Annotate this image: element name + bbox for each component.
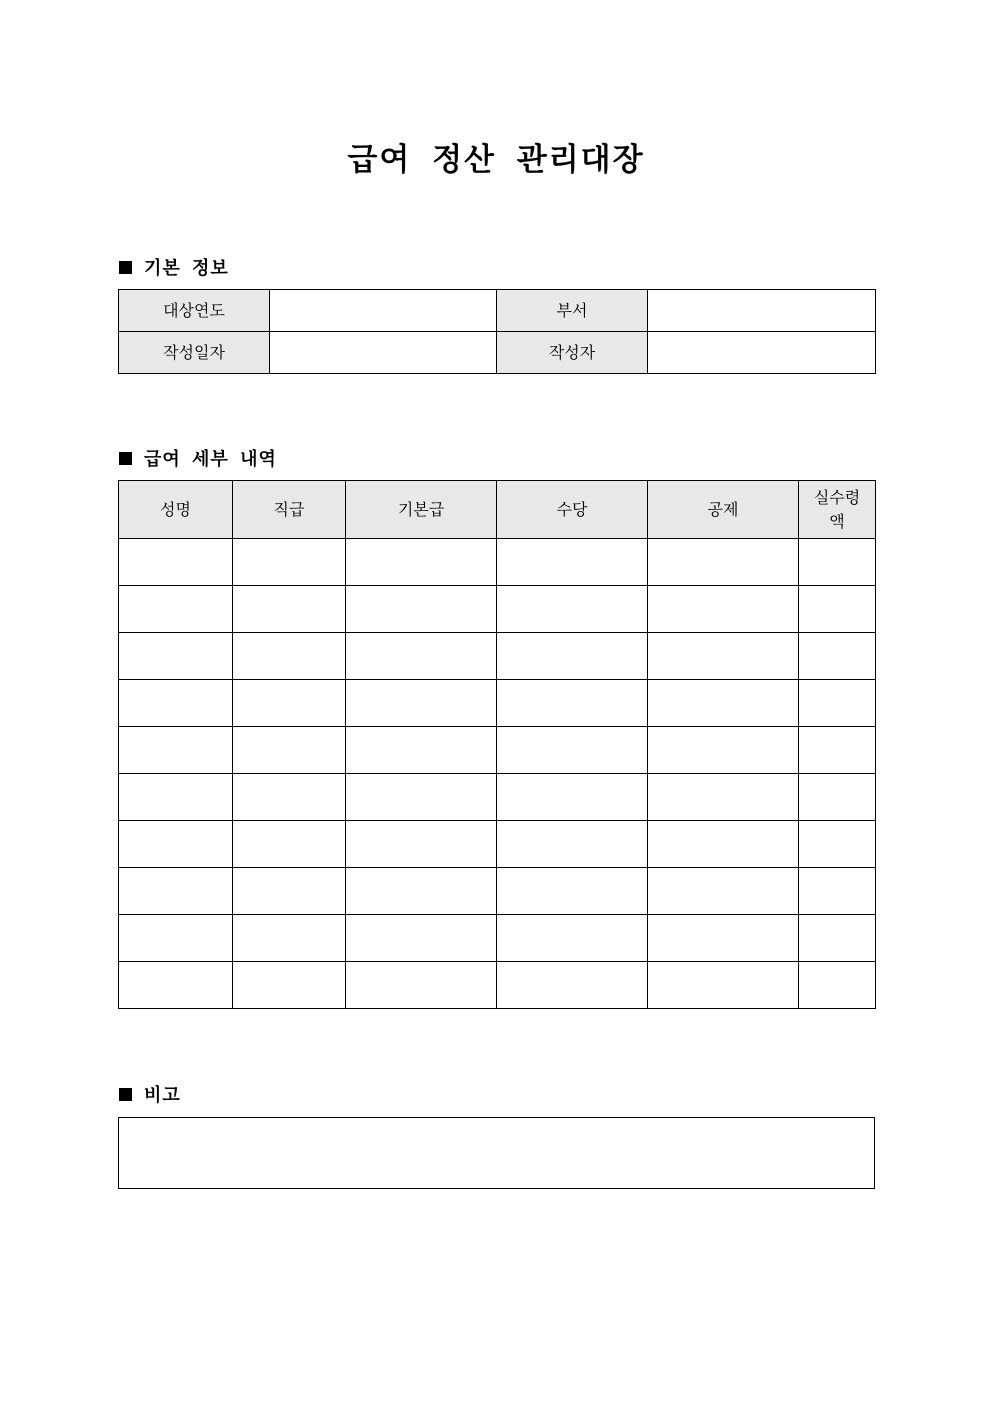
base-pay-cell[interactable] — [346, 868, 497, 915]
base-pay-cell[interactable] — [346, 633, 497, 680]
deduction-cell[interactable] — [648, 539, 799, 586]
allowance-cell[interactable] — [497, 539, 648, 586]
net-pay-cell[interactable] — [799, 774, 876, 821]
allowance-cell[interactable] — [497, 868, 648, 915]
base-pay-cell[interactable] — [346, 539, 497, 586]
deduction-cell[interactable] — [648, 586, 799, 633]
table-row — [119, 868, 876, 915]
column-header-net-pay: 실수령액 — [799, 481, 876, 539]
target-year-label: 대상연도 — [119, 290, 270, 332]
allowance-cell[interactable] — [497, 774, 648, 821]
salary-details-heading — [119, 445, 277, 471]
table-row — [119, 821, 876, 868]
square-bullet-icon — [119, 261, 132, 274]
table-row — [119, 680, 876, 727]
net-pay-cell[interactable] — [799, 868, 876, 915]
deduction-cell[interactable] — [648, 821, 799, 868]
rank-cell[interactable] — [233, 680, 346, 727]
allowance-cell[interactable] — [497, 633, 648, 680]
name-cell[interactable] — [119, 586, 233, 633]
deduction-cell[interactable] — [648, 774, 799, 821]
name-cell[interactable] — [119, 633, 233, 680]
rank-cell[interactable] — [233, 539, 346, 586]
square-bullet-icon — [119, 452, 132, 465]
rank-cell[interactable] — [233, 774, 346, 821]
allowance-cell[interactable] — [497, 962, 648, 1009]
name-cell[interactable] — [119, 680, 233, 727]
basic-info-heading — [119, 254, 229, 280]
basic-info-table — [118, 289, 876, 374]
table-row — [119, 774, 876, 821]
table-row — [119, 586, 876, 633]
rank-cell[interactable] — [233, 962, 346, 1009]
net-pay-cell[interactable] — [799, 821, 876, 868]
allowance-cell[interactable] — [497, 915, 648, 962]
allowance-cell[interactable] — [497, 680, 648, 727]
net-pay-cell[interactable] — [799, 962, 876, 1009]
salary-details-table — [118, 480, 876, 1009]
base-pay-cell[interactable] — [346, 821, 497, 868]
notes-box[interactable] — [118, 1117, 875, 1189]
base-pay-cell[interactable] — [346, 774, 497, 821]
column-header-name: 성명 — [119, 481, 233, 539]
rank-cell[interactable] — [233, 915, 346, 962]
basic-info-row — [119, 332, 876, 374]
salary-details-heading-text: 급여 세부 내역 — [144, 449, 277, 470]
deduction-cell[interactable] — [648, 633, 799, 680]
author-label: 작성자 — [497, 332, 648, 374]
rank-cell[interactable] — [233, 633, 346, 680]
allowance-cell[interactable] — [497, 727, 648, 774]
deduction-cell[interactable] — [648, 915, 799, 962]
name-cell[interactable] — [119, 868, 233, 915]
table-row — [119, 962, 876, 1009]
salary-details-header-row — [119, 481, 876, 539]
square-bullet-icon — [119, 1088, 132, 1101]
deduction-cell[interactable] — [648, 727, 799, 774]
basic-info-row — [119, 290, 876, 332]
net-pay-cell[interactable] — [799, 915, 876, 962]
base-pay-cell[interactable] — [346, 727, 497, 774]
notes-heading-text: 비고 — [144, 1085, 181, 1106]
net-pay-cell[interactable] — [799, 586, 876, 633]
table-row — [119, 633, 876, 680]
base-pay-cell[interactable] — [346, 586, 497, 633]
name-cell[interactable] — [119, 821, 233, 868]
name-cell[interactable] — [119, 774, 233, 821]
column-header-rank: 직급 — [233, 481, 346, 539]
base-pay-cell[interactable] — [346, 680, 497, 727]
date-written-label: 작성일자 — [119, 332, 270, 374]
base-pay-cell[interactable] — [346, 962, 497, 1009]
rank-cell[interactable] — [233, 821, 346, 868]
name-cell[interactable] — [119, 539, 233, 586]
document-title: 급여 정산 관리대장 — [347, 142, 645, 178]
table-row — [119, 915, 876, 962]
salary-details-body — [119, 539, 876, 1009]
department-field[interactable] — [648, 290, 876, 332]
base-pay-cell[interactable] — [346, 915, 497, 962]
deduction-cell[interactable] — [648, 962, 799, 1009]
name-cell[interactable] — [119, 727, 233, 774]
name-cell[interactable] — [119, 915, 233, 962]
table-row — [119, 539, 876, 586]
column-header-allowance: 수당 — [497, 481, 648, 539]
target-year-field[interactable] — [270, 290, 497, 332]
date-written-field[interactable] — [270, 332, 497, 374]
column-header-base-pay: 기본급 — [346, 481, 497, 539]
deduction-cell[interactable] — [648, 868, 799, 915]
rank-cell[interactable] — [233, 727, 346, 774]
rank-cell[interactable] — [233, 586, 346, 633]
allowance-cell[interactable] — [497, 821, 648, 868]
net-pay-cell[interactable] — [799, 680, 876, 727]
rank-cell[interactable] — [233, 868, 346, 915]
notes-heading — [119, 1081, 181, 1107]
basic-info-heading-text: 기본 정보 — [144, 258, 229, 279]
department-label: 부서 — [497, 290, 648, 332]
net-pay-cell[interactable] — [799, 633, 876, 680]
author-field[interactable] — [648, 332, 876, 374]
allowance-cell[interactable] — [497, 586, 648, 633]
net-pay-cell[interactable] — [799, 727, 876, 774]
column-header-deduction: 공제 — [648, 481, 799, 539]
net-pay-cell[interactable] — [799, 539, 876, 586]
name-cell[interactable] — [119, 962, 233, 1009]
table-row — [119, 727, 876, 774]
deduction-cell[interactable] — [648, 680, 799, 727]
